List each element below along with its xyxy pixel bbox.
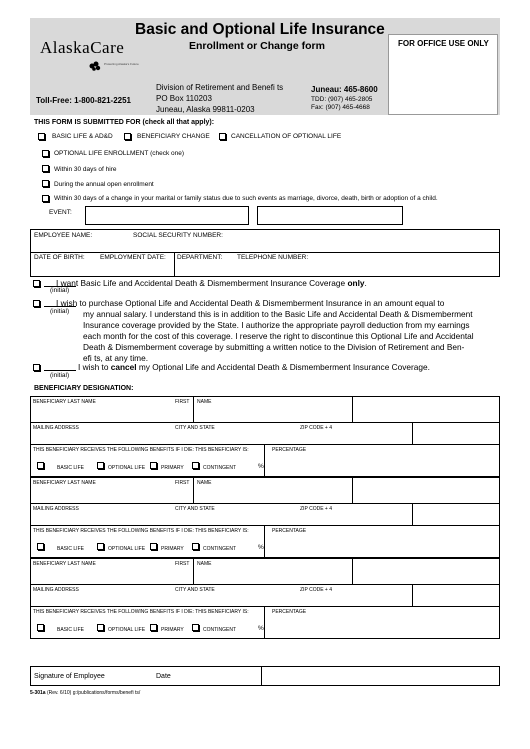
checkbox-optional-enrollment[interactable] xyxy=(42,150,49,157)
wish-line-4: each month for the cost of this coverage. I reserve the right to discontinue this Optional Life and Accidental xyxy=(83,331,474,341)
form-revision: (Rev. 6/10) g:/publications/forms/benefi ts/ xyxy=(45,690,141,696)
beneficiary-name-label: NAME xyxy=(197,399,212,405)
optional-life-option: OPTIONAL LIFE xyxy=(108,465,146,471)
cancel-post: my Optional Life and Accidental Death & Dismemberment Insurance Coverage. xyxy=(136,362,430,372)
forget-me-not-flower-icon xyxy=(88,58,102,68)
city-state-label: CITY AND STATE xyxy=(175,587,215,593)
primary-option: PRIMARY xyxy=(161,465,184,471)
beneficiary-first-label: FIRST xyxy=(175,561,190,567)
checkbox-want-basic[interactable] xyxy=(33,280,40,287)
table-divider xyxy=(30,606,500,607)
wish-line-5: Death & Dismemberment coverage by submitting a written notice to the Division of Retirement and Ben- xyxy=(83,342,465,352)
initial-label: (initial) xyxy=(50,372,70,379)
primary-option: PRIMARY xyxy=(161,627,184,633)
employee-name-label: EMPLOYEE NAME: xyxy=(34,232,93,239)
want-basic-text: I want Basic Life and Accidental Death & Dismemberment Insurance Coverage only. xyxy=(56,278,367,288)
annual-open-label: During the annual open enrollment xyxy=(54,181,154,188)
basic-life-option: BASIC LIFE xyxy=(57,465,84,471)
table-divider xyxy=(30,422,500,423)
po-box: PO Box 110203 xyxy=(156,94,212,103)
dob-label: DATE OF BIRTH: xyxy=(34,254,85,261)
signature-label: Signature of Employee xyxy=(34,673,105,680)
ssn-label: SOCIAL SECURITY NUMBER: xyxy=(133,232,223,239)
percent-sign: % xyxy=(258,463,264,470)
division-name: Division of Retirement and Benefi ts xyxy=(156,83,284,92)
event-field[interactable] xyxy=(85,206,249,225)
checkbox-basic-life[interactable] xyxy=(37,462,44,469)
table-divider xyxy=(412,584,413,606)
cancellation-label: CANCELLATION OF OPTIONAL LIFE xyxy=(231,133,342,140)
table-divider xyxy=(174,252,175,277)
initial-label: (initial) xyxy=(50,308,70,315)
mailing-address-label: MAILING ADDRESS xyxy=(33,506,79,512)
table-divider xyxy=(264,444,265,477)
basic-life-option: BASIC LIFE xyxy=(57,546,84,552)
cancel-text xyxy=(78,362,430,372)
juneau-phone: Juneau: 465-8600 xyxy=(311,85,378,94)
only-emphasis: only xyxy=(347,278,365,288)
contingent-option: CONTINGENT xyxy=(203,546,237,552)
zip-label: ZIP CODE + 4 xyxy=(300,587,333,593)
table-divider xyxy=(264,606,265,639)
checkbox-optional-life[interactable] xyxy=(97,462,104,469)
receives-label: THIS BENEFICIARY RECEIVES THE FOLLOWING BENEFITS IF I DIE: THIS BENEFICIARY IS: xyxy=(33,528,249,534)
mailing-address-label: MAILING ADDRESS xyxy=(33,425,79,431)
initial-label: (initial) xyxy=(50,287,70,294)
form-title: Basic and Optional Life Insurance xyxy=(135,21,385,38)
checkbox-contingent[interactable] xyxy=(192,462,199,469)
checkbox-basic-life[interactable] xyxy=(37,543,44,550)
receives-label: THIS BENEFICIARY RECEIVES THE FOLLOWING BENEFITS IF I DIE: THIS BENEFICIARY IS: xyxy=(33,609,249,615)
mailing-address-label: MAILING ADDRESS xyxy=(33,587,79,593)
table-divider xyxy=(412,422,413,444)
beneficiary-name-label: NAME xyxy=(197,561,212,567)
checkbox-cancel-optional[interactable] xyxy=(33,364,40,371)
city-state-label: CITY AND STATE xyxy=(175,506,215,512)
tdd-number: TDD: (907) 465-2805 xyxy=(311,96,373,103)
table-divider xyxy=(352,396,353,422)
zip-label: ZIP CODE + 4 xyxy=(300,425,333,431)
employment-date-label: EMPLOYMENT DATE: xyxy=(100,254,166,261)
table-divider xyxy=(352,477,353,503)
primary-option: PRIMARY xyxy=(161,546,184,552)
percent-sign: % xyxy=(258,625,264,632)
date-of-event-field[interactable] xyxy=(257,206,403,225)
table-divider xyxy=(30,584,500,585)
toll-free: Toll-Free: 1-800-821-2251 xyxy=(36,96,132,105)
zip-label: ZIP CODE + 4 xyxy=(300,506,333,512)
beneficiary-change-label: BENEFICIARY CHANGE xyxy=(137,133,210,140)
checkbox-cancellation[interactable] xyxy=(219,133,226,140)
table-divider xyxy=(30,252,500,253)
wish-line-1: I wish to purchase Optional Life and Accidental Death & Dismemberment Insurance in an amount equal to xyxy=(56,298,445,308)
basic-life-label: BASIC LIFE & AD&D xyxy=(52,133,113,140)
optional-life-option: OPTIONAL LIFE xyxy=(108,546,146,552)
optional-life-option: OPTIONAL LIFE xyxy=(108,627,146,633)
submitted-heading: THIS FORM IS SUBMITTED FOR (check all that apply): xyxy=(34,119,215,126)
form-subtitle: Enrollment or Change form xyxy=(189,40,325,52)
checkbox-basic-life[interactable] xyxy=(38,133,45,140)
table-divider xyxy=(193,558,194,584)
checkbox-primary[interactable] xyxy=(150,462,157,469)
want-basic-label: I want Basic Life and Accidental Death & Dismemberment Insurance Coverage xyxy=(56,278,348,288)
percentage-label: PERCENTAGE xyxy=(272,609,307,615)
optional-enrollment-label: OPTIONAL LIFE ENROLLMENT (check one) xyxy=(54,150,185,157)
wish-line-2: my annual salary. I understand this is in addition to the Basic Life and Accidental Death & Dismemberment xyxy=(83,309,473,319)
percentage-label: PERCENTAGE xyxy=(272,447,307,453)
checkbox-within-30-hire[interactable] xyxy=(42,165,49,172)
beneficiary-name-label: NAME xyxy=(197,480,212,486)
checkbox-optional-life[interactable] xyxy=(97,624,104,631)
beneficiary-first-label: FIRST xyxy=(175,480,190,486)
contingent-option: CONTINGENT xyxy=(203,465,237,471)
fax-number: Fax: (907) 465-4668 xyxy=(311,104,370,111)
table-divider xyxy=(30,503,500,504)
wish-line-3: Insurance coverage provided by the State. I authorize the appropriate payroll deduction from my earnings xyxy=(83,320,470,330)
table-divider xyxy=(193,396,194,422)
cancel-pre: I wish to xyxy=(78,362,111,372)
table-divider xyxy=(30,525,500,526)
status-change-label: Within 30 days of a change in your marital or family status due to such events as marriage, divorce, death, birth or adoption of a child. xyxy=(54,195,438,202)
table-divider xyxy=(30,444,500,445)
event-label: EVENT: xyxy=(49,209,72,216)
initial-line[interactable] xyxy=(44,370,76,371)
percentage-label: PERCENTAGE xyxy=(272,528,307,534)
checkbox-primary[interactable] xyxy=(150,624,157,631)
beneficiary-last-name-label: BENEFICIARY LAST NAME xyxy=(33,561,96,567)
table-divider xyxy=(412,503,413,525)
contingent-option: CONTINGENT xyxy=(203,627,237,633)
beneficiary-heading: BENEFICIARY DESIGNATION: xyxy=(34,385,134,392)
checkbox-annual-open[interactable] xyxy=(42,180,49,187)
city-zip: Juneau, Alaska 99811-0203 xyxy=(156,105,255,114)
form-number-bold: 5-301a xyxy=(30,690,46,696)
checkbox-primary[interactable] xyxy=(150,543,157,550)
beneficiary-last-name-label: BENEFICIARY LAST NAME xyxy=(33,399,96,405)
basic-life-option: BASIC LIFE xyxy=(57,627,84,633)
table-divider xyxy=(352,558,353,584)
wish-line-6: efi ts, at any time. xyxy=(83,353,149,363)
logo-tagline: Protecting Alaska's Future xyxy=(104,62,139,66)
employee-info-table xyxy=(30,229,500,277)
checkbox-status-change[interactable] xyxy=(42,195,49,202)
department-label: DEPARTMENT: xyxy=(177,254,223,261)
percent-sign: % xyxy=(258,544,264,551)
checkbox-contingent[interactable] xyxy=(192,543,199,550)
form-number xyxy=(30,690,140,696)
city-state-label: CITY AND STATE xyxy=(175,425,215,431)
table-divider xyxy=(193,477,194,503)
within-30-hire-label: Within 30 days of hire xyxy=(54,166,117,173)
alaskacare-logo: AlaskaCare xyxy=(40,38,125,57)
cancel-emphasis: cancel xyxy=(110,362,137,372)
receives-label: THIS BENEFICIARY RECEIVES THE FOLLOWING BENEFITS IF I DIE: THIS BENEFICIARY IS: xyxy=(33,447,249,453)
office-use-label: FOR OFFICE USE ONLY xyxy=(398,39,489,48)
checkbox-basic-life[interactable] xyxy=(37,624,44,631)
table-divider xyxy=(261,666,262,686)
telephone-label: TELEPHONE NUMBER: xyxy=(237,254,309,261)
date-label: Date xyxy=(156,673,171,680)
checkbox-wish-optional[interactable] xyxy=(33,300,40,307)
checkbox-beneficiary-change[interactable] xyxy=(124,133,131,140)
table-divider xyxy=(264,525,265,558)
beneficiary-last-name-label: BENEFICIARY LAST NAME xyxy=(33,480,96,486)
beneficiary-first-label: FIRST xyxy=(175,399,190,405)
checkbox-optional-life[interactable] xyxy=(97,543,104,550)
checkbox-contingent[interactable] xyxy=(192,624,199,631)
